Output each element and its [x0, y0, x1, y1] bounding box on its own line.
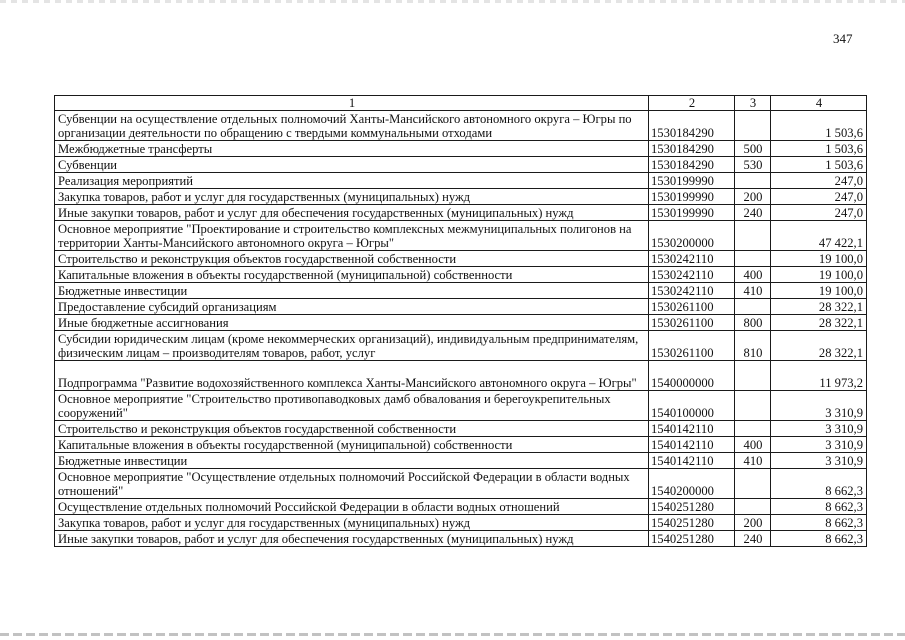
row-amount-cell: 47 422,1: [771, 221, 867, 251]
row-type-cell: [735, 469, 771, 499]
row-amount-cell: 3 310,9: [771, 421, 867, 437]
row-type-cell: 810: [735, 331, 771, 361]
table-row: [55, 157, 867, 173]
row-name-cell: Строительство и реконструкция объектов государственной собственности: [55, 251, 649, 267]
row-name-cell: Иные закупки товаров, работ и услуг для обеспечения государственных (муниципальных) нужд: [55, 205, 649, 221]
row-name-cell: Капитальные вложения в объекты государственной (муниципальной) собственности: [55, 437, 649, 453]
row-name-cell: Иные бюджетные ассигнования: [55, 315, 649, 331]
row-amount-cell: 19 100,0: [771, 251, 867, 267]
column-header-amount: 4: [771, 96, 867, 111]
table-row: [55, 141, 867, 157]
row-code-cell: 1540000000: [649, 361, 735, 391]
table-row: [55, 111, 867, 141]
row-type-cell: 240: [735, 205, 771, 221]
row-amount-cell: 8 662,3: [771, 499, 867, 515]
row-name-cell: Субвенции: [55, 157, 649, 173]
table-row: [55, 251, 867, 267]
row-code-cell: 1530184290: [649, 141, 735, 157]
row-amount-cell: 247,0: [771, 173, 867, 189]
row-name-cell: Основное мероприятие "Строительство противопаводковых дамб обвалования и берегоукрепительных сооружений": [55, 391, 649, 421]
row-type-cell: 410: [735, 453, 771, 469]
row-code-cell: 1540100000: [649, 391, 735, 421]
table-row: [55, 221, 867, 251]
row-amount-cell: 28 322,1: [771, 315, 867, 331]
row-code-cell: 1540251280: [649, 531, 735, 547]
row-code-cell: 1530184290: [649, 157, 735, 173]
table-row: [55, 267, 867, 283]
table-row: [55, 515, 867, 531]
row-code-cell: 1540251280: [649, 515, 735, 531]
row-amount-cell: 8 662,3: [771, 531, 867, 547]
row-type-cell: 200: [735, 515, 771, 531]
header-row: [55, 96, 867, 111]
row-name-cell: Строительство и реконструкция объектов государственной собственности: [55, 421, 649, 437]
row-code-cell: 1530200000: [649, 221, 735, 251]
row-code-cell: 1530199990: [649, 205, 735, 221]
row-code-cell: 1540200000: [649, 469, 735, 499]
row-name-cell: Капитальные вложения в объекты государственной (муниципальной) собственности: [55, 267, 649, 283]
table-row: [55, 331, 867, 361]
column-header-type: 3: [735, 96, 771, 111]
row-amount-cell: 1 503,6: [771, 111, 867, 141]
row-name-cell: Реализация мероприятий: [55, 173, 649, 189]
row-amount-cell: 11 973,2: [771, 361, 867, 391]
table-row: [55, 205, 867, 221]
budget-table: [54, 95, 867, 547]
row-name-cell: Субсидии юридическим лицам (кроме некоммерческих организаций), индивидуальным предпринимателям, физическим лицам – производителям товаров, работ, услуг: [55, 331, 649, 361]
table-row: [55, 173, 867, 189]
row-name-cell: Иные закупки товаров, работ и услуг для обеспечения государственных (муниципальных) нужд: [55, 531, 649, 547]
row-name-cell: Подпрограмма "Развитие водохозяйственного комплекса Ханты-Мансийского автономного округа – Югры": [55, 361, 649, 391]
table-body: [55, 111, 867, 547]
row-type-cell: [735, 251, 771, 267]
row-name-cell: Закупка товаров, работ и услуг для государственных (муниципальных) нужд: [55, 189, 649, 205]
row-code-cell: 1530261100: [649, 299, 735, 315]
row-type-cell: 400: [735, 437, 771, 453]
row-name-cell: Основное мероприятие "Осуществление отдельных полномочий Российской Федерации в области водных отношений": [55, 469, 649, 499]
row-amount-cell: 8 662,3: [771, 469, 867, 499]
table-row: [55, 189, 867, 205]
row-type-cell: 400: [735, 267, 771, 283]
row-type-cell: 500: [735, 141, 771, 157]
table-row: [55, 499, 867, 515]
row-name-cell: Бюджетные инвестиции: [55, 453, 649, 469]
row-code-cell: 1530242110: [649, 267, 735, 283]
row-amount-cell: 28 322,1: [771, 331, 867, 361]
row-code-cell: 1530261100: [649, 315, 735, 331]
row-type-cell: [735, 173, 771, 189]
row-type-cell: 240: [735, 531, 771, 547]
table-row: [55, 361, 867, 391]
row-name-cell: Межбюджетные трансферты: [55, 141, 649, 157]
row-amount-cell: 1 503,6: [771, 141, 867, 157]
scan-edge-bottom: [0, 633, 905, 636]
row-code-cell: 1530242110: [649, 283, 735, 299]
row-type-cell: [735, 421, 771, 437]
table-row: [55, 469, 867, 499]
row-amount-cell: 3 310,9: [771, 391, 867, 421]
row-type-cell: 530: [735, 157, 771, 173]
row-code-cell: 1540251280: [649, 499, 735, 515]
column-header-name: 1: [55, 96, 649, 111]
table-row: [55, 453, 867, 469]
row-name-cell: Предоставление субсидий организациям: [55, 299, 649, 315]
row-code-cell: 1540142110: [649, 453, 735, 469]
row-name-cell: Субвенции на осуществление отдельных полномочий Ханты-Мансийского автономного округа – Югры по организации деятельности по обращению с твердыми коммунальными отходами: [55, 111, 649, 141]
row-code-cell: 1540142110: [649, 437, 735, 453]
row-name-cell: Осуществление отдельных полномочий Российской Федерации в области водных отношений: [55, 499, 649, 515]
row-type-cell: [735, 111, 771, 141]
table-row: [55, 531, 867, 547]
row-code-cell: 1530184290: [649, 111, 735, 141]
row-code-cell: 1540142110: [649, 421, 735, 437]
table-row: [55, 283, 867, 299]
row-type-cell: [735, 499, 771, 515]
page-number: 347: [833, 31, 853, 46]
row-type-cell: [735, 361, 771, 391]
row-type-cell: 800: [735, 315, 771, 331]
row-code-cell: 1530261100: [649, 331, 735, 361]
table-row: [55, 315, 867, 331]
row-amount-cell: 19 100,0: [771, 283, 867, 299]
row-amount-cell: 8 662,3: [771, 515, 867, 531]
row-type-cell: [735, 391, 771, 421]
row-name-cell: Закупка товаров, работ и услуг для государственных (муниципальных) нужд: [55, 515, 649, 531]
row-amount-cell: 3 310,9: [771, 437, 867, 453]
row-type-cell: [735, 221, 771, 251]
row-code-cell: 1530199990: [649, 189, 735, 205]
row-name-cell: Бюджетные инвестиции: [55, 283, 649, 299]
scan-edge-top: [0, 0, 905, 3]
row-name-cell: Основное мероприятие "Проектирование и строительство комплексных межмуниципальных полигонов на территории Ханты-Мансийского автономного округа – Югры": [55, 221, 649, 251]
table-row: [55, 437, 867, 453]
table-row: [55, 421, 867, 437]
row-amount-cell: 19 100,0: [771, 267, 867, 283]
row-type-cell: 200: [735, 189, 771, 205]
table-row: [55, 299, 867, 315]
row-type-cell: [735, 299, 771, 315]
row-amount-cell: 3 310,9: [771, 453, 867, 469]
row-code-cell: 1530199990: [649, 173, 735, 189]
row-amount-cell: 1 503,6: [771, 157, 867, 173]
row-amount-cell: 247,0: [771, 189, 867, 205]
row-code-cell: 1530242110: [649, 251, 735, 267]
row-amount-cell: 247,0: [771, 205, 867, 221]
row-amount-cell: 28 322,1: [771, 299, 867, 315]
table-row: [55, 391, 867, 421]
row-type-cell: 410: [735, 283, 771, 299]
column-header-code: 2: [649, 96, 735, 111]
